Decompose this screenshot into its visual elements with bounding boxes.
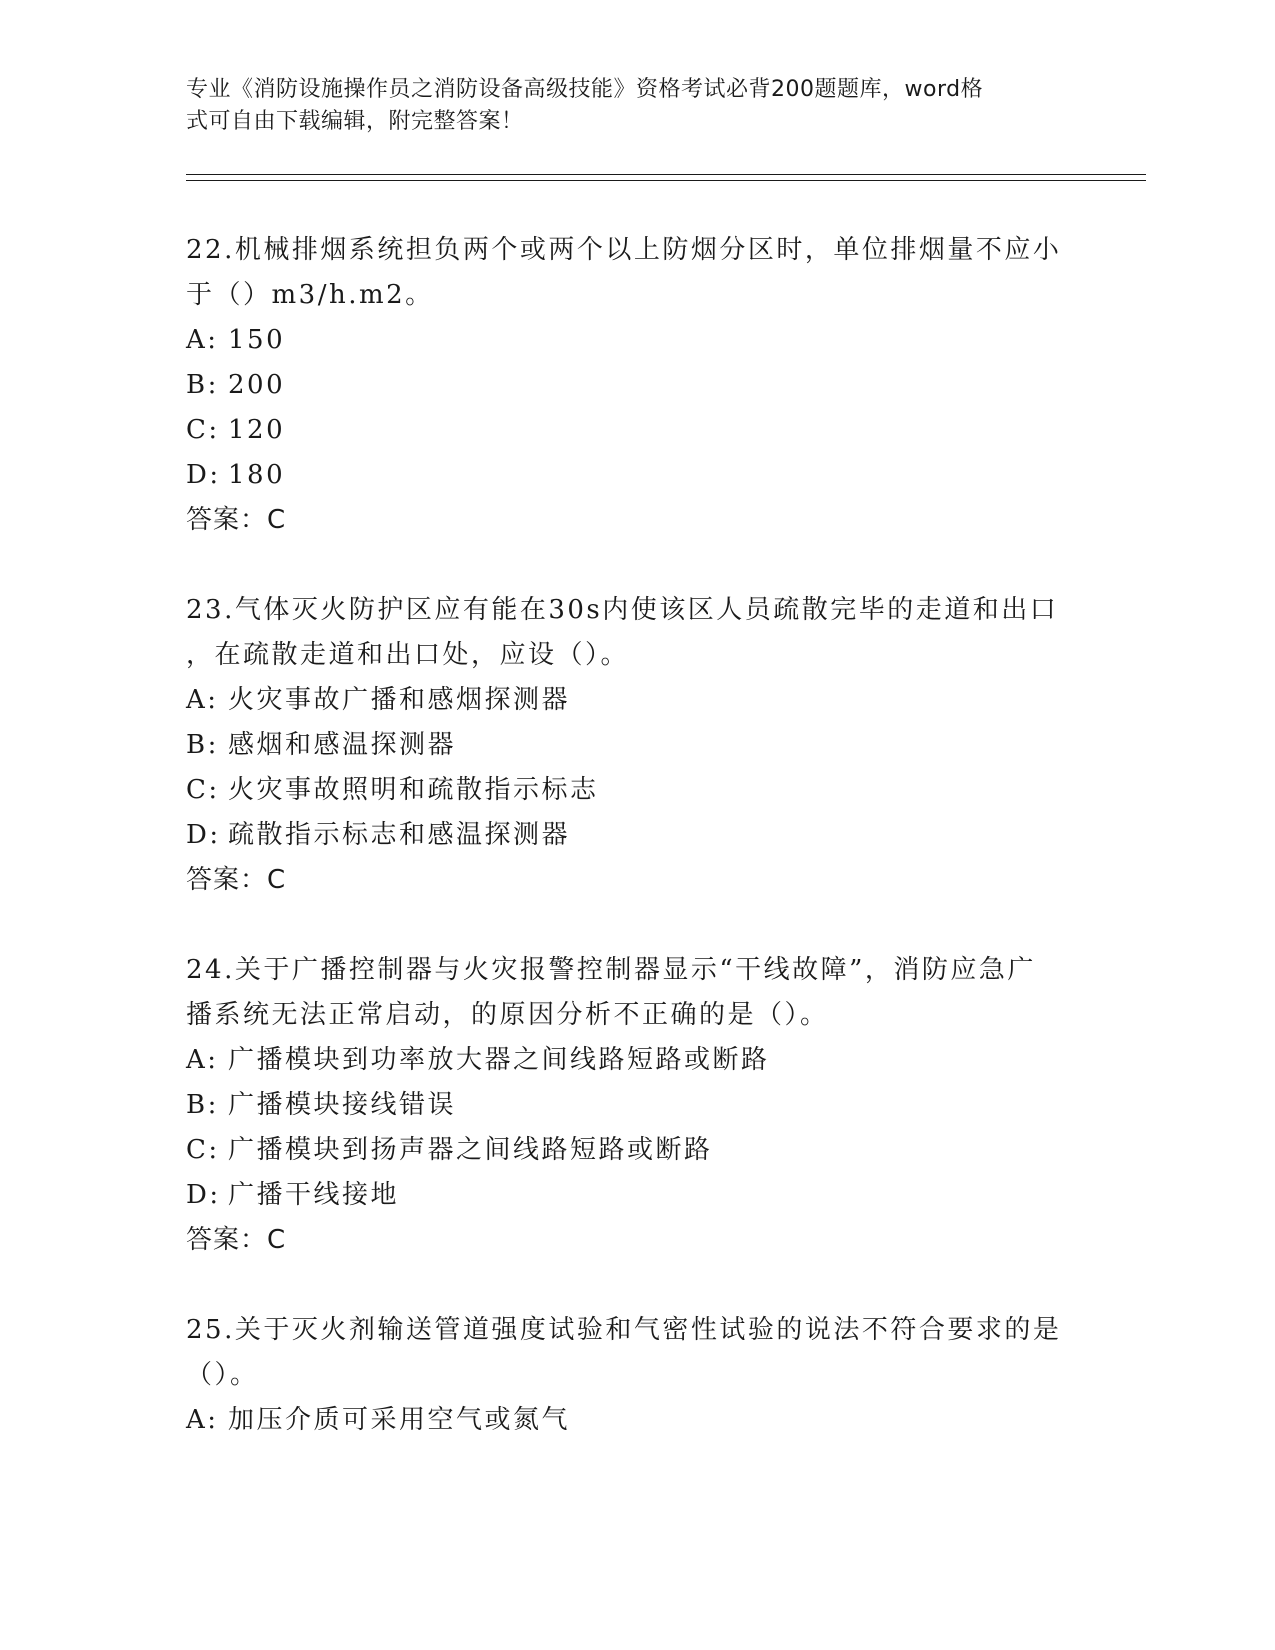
option-key: A: (186, 1405, 219, 1435)
option-c (186, 768, 1066, 813)
option-d (186, 1173, 1066, 1218)
question-22 (186, 228, 1066, 543)
option-text: 广播模块到扬声器之间线路短路或断路 (228, 1135, 713, 1165)
option-key: D: (186, 820, 221, 850)
question-stem-line: 23.气体灭火防护区应有能在30s内使该区人员疏散完毕的走道和出口 (186, 595, 1059, 625)
option-text: 150 (228, 325, 286, 355)
option-text: 加压介质可采用空气或氮气 (228, 1405, 571, 1435)
option-text: 广播干线接地 (228, 1180, 400, 1210)
header-line-2: 式可自由下载编辑，附完整答案！ (186, 109, 524, 134)
question-stem-line: （）。 (186, 1360, 259, 1390)
option-a (186, 1398, 1066, 1443)
option-key: C: (186, 775, 220, 805)
question-stem (186, 228, 1066, 318)
question-stem-line: ，在疏散走道和出口处，应设（）。 (186, 640, 630, 670)
answer: 答案：C (186, 1225, 287, 1255)
document-header (186, 74, 1066, 138)
question-stem-line: 于（）m3/h.m2。 (186, 280, 434, 310)
option-a (186, 318, 1066, 363)
option-key: A: (186, 1045, 219, 1075)
option-key: A: (186, 685, 219, 715)
header-divider-top (186, 174, 1146, 175)
option-d (186, 453, 1066, 498)
option-text: 广播模块到功率放大器之间线路短路或断路 (228, 1045, 770, 1075)
option-text: 疏散指示标志和感温探测器 (228, 820, 571, 850)
answer: 答案：C (186, 865, 287, 895)
question-stem-line: 25.关于灭火剂输送管道强度试验和气密性试验的说法不符合要求的是 (186, 1315, 1062, 1345)
option-b (186, 723, 1066, 768)
option-text: 180 (228, 460, 286, 490)
option-a (186, 678, 1066, 723)
option-text: 120 (228, 415, 286, 445)
header-line-1: 专业《消防设施操作员之消防设备高级技能》资格考试必背200题题库，word格 (186, 77, 984, 102)
option-key: B: (186, 370, 219, 400)
question-stem-line: 播系统无法正常启动，的原因分析不正确的是（）。 (186, 1000, 829, 1030)
option-key: B: (186, 1090, 219, 1120)
question-stem (186, 588, 1066, 678)
option-key: D: (186, 1180, 221, 1210)
header-divider-bottom (186, 180, 1146, 181)
question-24 (186, 948, 1066, 1263)
option-a (186, 1038, 1066, 1083)
option-c (186, 408, 1066, 453)
question-23 (186, 588, 1066, 903)
option-text: 200 (228, 370, 286, 400)
option-key: B: (186, 730, 219, 760)
option-text: 火灾事故照明和疏散指示标志 (228, 775, 599, 805)
option-key: C: (186, 1135, 220, 1165)
option-key: A: (186, 325, 219, 355)
option-text: 火灾事故广播和感烟探测器 (228, 685, 571, 715)
option-d (186, 813, 1066, 858)
question-stem-line: 22.机械排烟系统担负两个或两个以上防烟分区时，单位排烟量不应小 (186, 235, 1062, 265)
question-stem-line: 24.关于广播控制器与火灾报警控制器显示“干线故障”，消防应急广 (186, 955, 1036, 985)
option-key: D: (186, 460, 221, 490)
question-stem (186, 1308, 1066, 1398)
option-key: C: (186, 415, 220, 445)
answer: 答案：C (186, 505, 287, 535)
question-stem (186, 948, 1066, 1038)
question-25 (186, 1308, 1066, 1443)
option-text: 感烟和感温探测器 (228, 730, 457, 760)
option-b (186, 1083, 1066, 1128)
option-b (186, 363, 1066, 408)
option-c (186, 1128, 1066, 1173)
option-text: 广播模块接线错误 (228, 1090, 457, 1120)
